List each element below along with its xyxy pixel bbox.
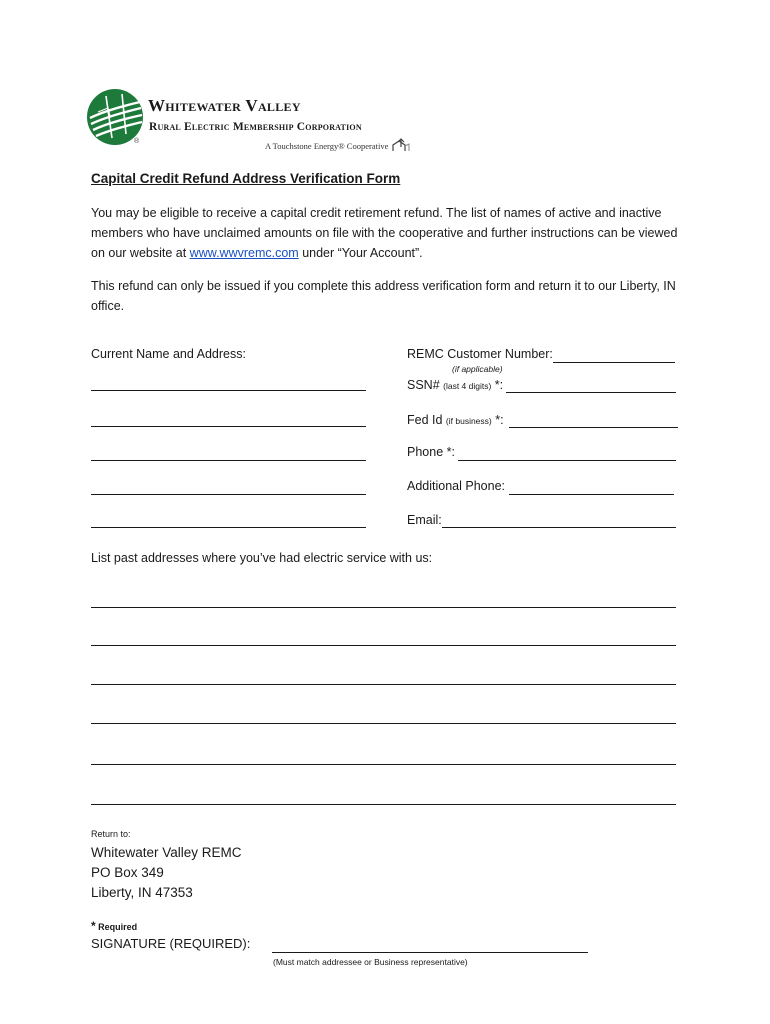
ssn-label-group: [407, 378, 503, 392]
tagline: [265, 138, 411, 154]
fed-note: (if business): [445, 416, 492, 426]
past-address-line-2[interactable]: [91, 645, 676, 646]
past-address-line-4[interactable]: [91, 723, 676, 724]
website-link[interactable]: www.wwvremc.com: [189, 246, 299, 260]
ssn-note: (last 4 digits): [443, 381, 492, 391]
address-line-1-field[interactable]: [91, 390, 366, 391]
email-field[interactable]: [442, 527, 676, 528]
phone-label: Phone *:: [407, 445, 455, 459]
intro-text-1: You may be eligible to receive a capital credit retirement refund. The list of names of active and inactive members who have unclaimed amounts on file with the cooperative and further instructions can be viewed on our website at: [91, 206, 678, 260]
org-subtitle: Rural Electric Membership Corporation: [149, 121, 362, 133]
phone-field[interactable]: [458, 460, 676, 461]
past-address-line-1[interactable]: [91, 607, 676, 608]
additional-phone-field[interactable]: [509, 494, 674, 495]
past-addresses-label: List past addresses where you’ve had electric service with us:: [91, 551, 433, 565]
customer-number-field[interactable]: [553, 362, 675, 363]
fed-label: Fed Id: [407, 413, 443, 427]
return-address-line-3: Liberty, IN 47353: [91, 885, 193, 900]
customer-number-note: (if applicable): [452, 364, 503, 374]
fed-id-field[interactable]: [509, 427, 678, 428]
tagline-text: A Touchstone Energy® Cooperative: [265, 141, 389, 151]
additional-phone-label: Additional Phone:: [407, 479, 505, 493]
fed-suffix: *:: [491, 413, 504, 427]
required-label: Required: [95, 922, 138, 932]
current-name-label: Current Name and Address:: [91, 347, 246, 361]
org-name: Whitewater Valley: [148, 96, 301, 115]
address-line-4-field[interactable]: [91, 494, 366, 495]
ssn-suffix: *:: [491, 378, 504, 392]
address-line-5-field[interactable]: [91, 527, 366, 528]
fed-label-group: [407, 413, 504, 427]
return-to-label: Return to:: [91, 829, 131, 839]
ssn-field[interactable]: [506, 392, 676, 393]
customer-number-label: REMC Customer Number:: [407, 347, 553, 361]
intro-text-2: under “Your Account”.: [298, 246, 423, 260]
form-title: Capital Credit Refund Address Verification Form: [91, 171, 401, 186]
past-address-line-3[interactable]: [91, 684, 676, 685]
past-address-line-6[interactable]: [91, 804, 676, 805]
registered-mark: ®: [134, 138, 140, 145]
signature-field[interactable]: [272, 952, 588, 953]
return-address-line-1: Whitewater Valley REMC: [91, 845, 242, 860]
address-line-3-field[interactable]: [91, 460, 366, 461]
address-line-2-field[interactable]: [91, 426, 366, 427]
intro-paragraph: [91, 203, 691, 263]
return-address-line-2: PO Box 349: [91, 865, 164, 880]
ssn-label: SSN#: [407, 378, 440, 392]
touchstone-house-icon: [391, 138, 411, 154]
notice-paragraph: This refund can only be issued if you complete this address verification form and return it to our Liberty, IN office.: [91, 279, 676, 313]
past-address-line-5[interactable]: [91, 764, 676, 765]
signature-note: (Must match addressee or Business representative): [273, 957, 468, 967]
required-star: *: [91, 919, 96, 933]
email-label: Email:: [407, 513, 442, 527]
signature-label: SIGNATURE (REQUIRED):: [91, 936, 251, 951]
required-note: [91, 919, 137, 933]
